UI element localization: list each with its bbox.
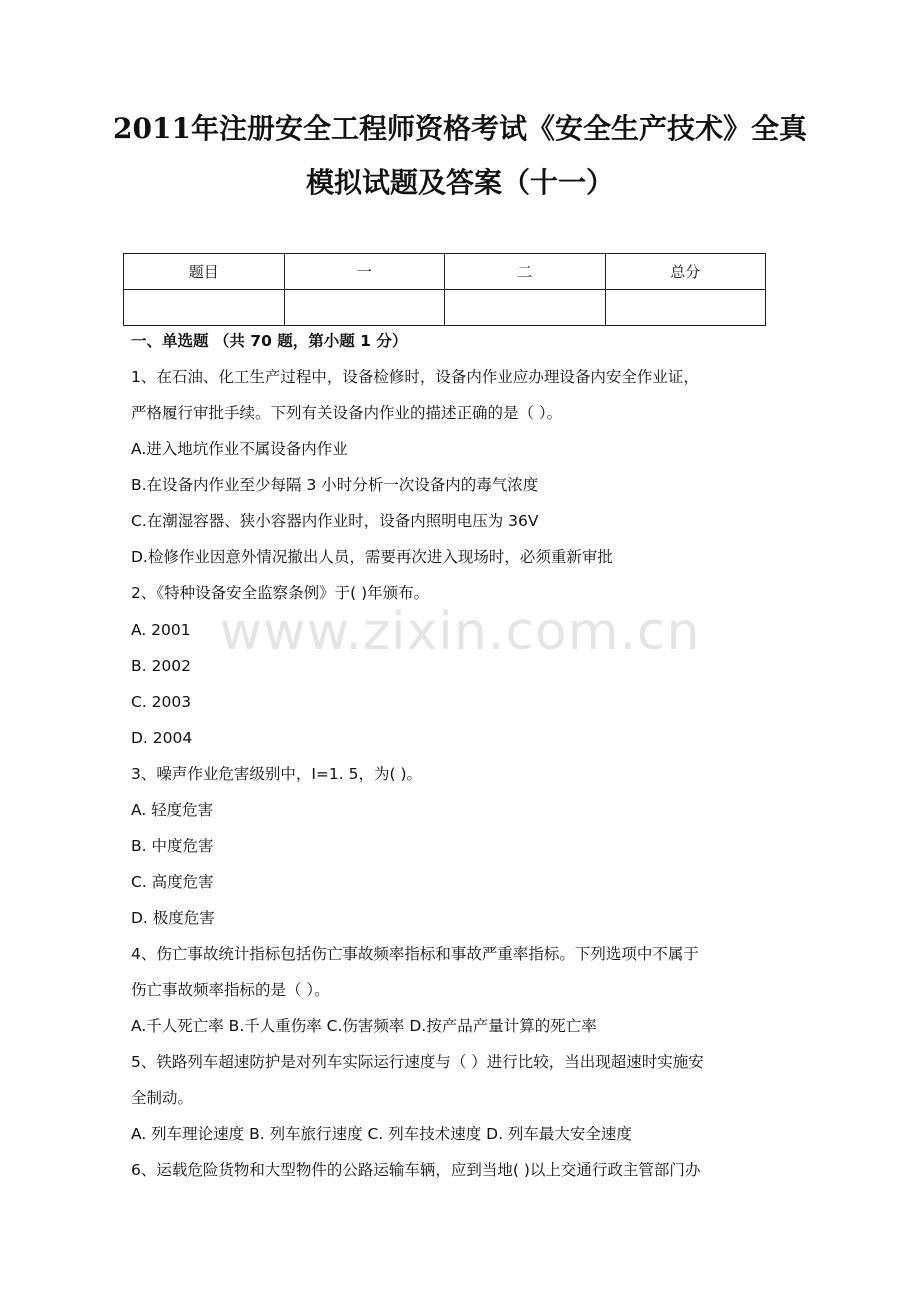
option-line: C. 2003: [131, 693, 192, 711]
option-line: D. 极度危害: [131, 909, 215, 927]
question-text-line: 全制动。: [131, 1089, 194, 1107]
document-title-line1: 2011年注册安全工程师资格考试《安全生产技术》全真: [113, 112, 807, 145]
score-cell: [605, 290, 766, 326]
option-line: A.千人死亡率 B.千人重伤率 C.伤害频率 D.按产品产量计算的死亡率: [131, 1017, 597, 1035]
score-header-topic: 题目: [124, 254, 285, 290]
option-line: B. 2002: [131, 657, 191, 675]
score-cell: [124, 290, 285, 326]
option-line: C.在潮湿容器、狭小容器内作业时，设备内照明电压为 36V: [131, 512, 539, 530]
option-line: B.在设备内作业至少每隔 3 小时分析一次设备内的毒气浓度: [131, 476, 539, 494]
score-table-header-row: [124, 254, 766, 290]
score-cell: [284, 290, 445, 326]
score-header-part1: 一: [284, 254, 445, 290]
score-table: [123, 253, 766, 326]
question-text-line: 3、噪声作业危害级别中，I=1. 5，为( )。: [131, 765, 423, 783]
question-text-line: 严格履行审批手续。下列有关设备内作业的描述正确的是（ ）。: [131, 404, 563, 422]
option-line: D.检修作业因意外情况撤出人员，需要再次进入现场时，必须重新审批: [131, 548, 613, 566]
option-line: A. 轻度危害: [131, 801, 214, 819]
score-header-total: 总分: [605, 254, 766, 290]
option-line: A.进入地坑作业不属设备内作业: [131, 440, 348, 458]
option-line: B. 中度危害: [131, 837, 214, 855]
question-text-line: 4、伤亡事故统计指标包括伤亡事故频率指标和事故严重率指标。下列选项中不属于: [131, 945, 699, 963]
option-line: A. 列车理论速度 B. 列车旅行速度 C. 列车技术速度 D. 列车最大安全速度: [131, 1125, 632, 1143]
option-line: A. 2001: [131, 621, 191, 639]
section-heading: 一、单选题 （共 70 题，第小题 1 分）: [131, 332, 408, 350]
question-text-line: 1、在石油、化工生产过程中，设备检修时，设备内作业应办理设备内安全作业证，: [131, 368, 699, 386]
document-title-line2: 模拟试题及答案（十一）: [305, 166, 614, 199]
score-cell: [445, 290, 606, 326]
option-line: C. 高度危害: [131, 873, 214, 891]
question-text-line: 2、《特种设备安全监察条例》于( )年颁布。: [131, 584, 430, 602]
score-header-part2: 二: [445, 254, 606, 290]
score-table-value-row: [124, 290, 766, 326]
option-line: D. 2004: [131, 729, 193, 747]
question-text-line: 6、运载危险货物和大型物件的公路运输车辆，应到当地( )以上交通行政主管部门办: [131, 1161, 701, 1179]
watermark: www.zixin.com.cn: [219, 602, 701, 662]
question-text-line: 5、铁路列车超速防护是对列车实际运行速度与（ ）进行比较，当出现超速时实施安: [131, 1053, 704, 1071]
question-text-line: 伤亡事故频率指标的是（ ）。: [131, 981, 330, 999]
